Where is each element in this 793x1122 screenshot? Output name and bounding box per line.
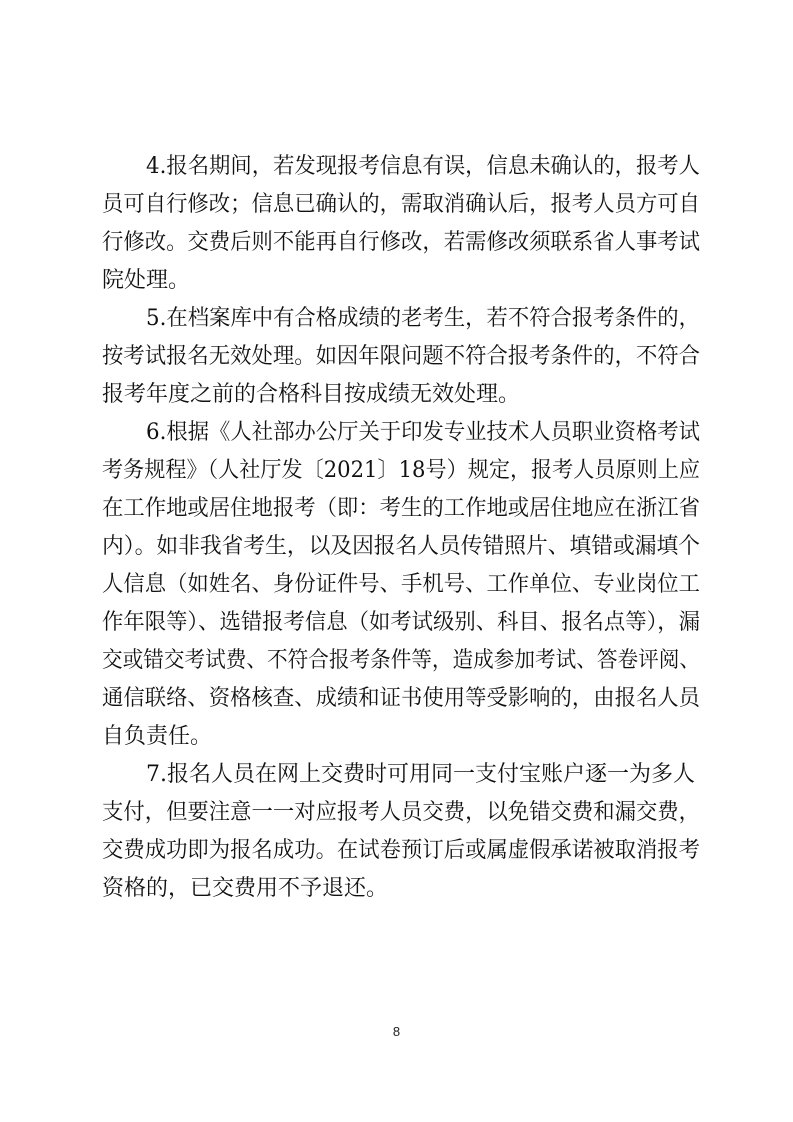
paragraph-5-line-3 [0, 375, 793, 415]
paragraph-7-text: 7.报名人员在网上交费时可用同一支付宝账户逐一为多人 [146, 762, 695, 787]
paragraph-6-text: 作年限等）、选错报考信息（如考试级别、科目、报名点等），漏 [102, 610, 701, 635]
paragraph-4-line-3 [0, 223, 793, 263]
paragraph-6-line-8 [0, 679, 793, 719]
paragraph-6-text: 在工作地或居住地报考（即：考生的工作地或居住地应在浙江省 [102, 496, 701, 521]
paragraph-6-line-5 [0, 565, 793, 605]
paragraph-6-line-7 [0, 641, 793, 681]
paragraph-6-text: 通信联络、资格核查、成绩和证书使用等受影响的，由报名人员 [102, 686, 701, 711]
page-number: 8 [392, 1024, 401, 1039]
paragraph-5-text: 按考试报名无效处理。如因年限问题不符合报考条件的，不符合 [102, 344, 701, 369]
paragraph-5-text: 报考年度之前的合格科目按成绩无效处理。 [102, 382, 521, 407]
paragraph-7-text: 交费成功即为报名成功。在试卷预订后或属虚假承诺被取消报考 [102, 838, 701, 863]
paragraph-6-text: 6.根据《人社部办公厅关于印发专业技术人员职业资格考试 [146, 420, 700, 445]
paragraph-6-text: 考务规程》（人社厅发〔2021〕18号）规定，报考人员原则上应 [102, 458, 701, 483]
paragraph-6-text: 交或错交考试费、不符合报考条件等，造成参加考试、答卷评阅、 [102, 648, 701, 673]
paragraph-4-text: 院处理。 [102, 268, 191, 293]
paragraph-5-line-1 [0, 299, 793, 339]
paragraph-6-line-3 [0, 489, 793, 529]
paragraph-6-line-1 [0, 413, 793, 453]
paragraph-6-line-2 [0, 451, 793, 491]
paragraph-4-text: 员可自行修改；信息已确认的，需取消确认后，报考人员方可自 [102, 192, 701, 217]
paragraph-6-text: 人信息（如姓名、身份证件号、手机号、工作单位、专业岗位工 [102, 572, 701, 597]
paragraph-4-line-1 [0, 147, 793, 187]
paragraph-7-line-3 [0, 831, 793, 871]
paragraph-7-line-1 [0, 755, 793, 795]
paragraph-6-line-4 [0, 527, 793, 567]
paragraph-6-text: 内）。如非我省考生，以及因报名人员传错照片、填错或漏填个 [102, 534, 700, 559]
paragraph-4-text: 4.报名期间，若发现报考信息有误，信息未确认的，报考人 [146, 154, 700, 179]
paragraph-4-line-2 [0, 185, 793, 225]
paragraph-4-text: 行修改。交费后则不能再自行修改，若需修改须联系省人事考试 [102, 230, 701, 255]
paragraph-6-line-9 [0, 717, 793, 757]
paragraph-6-line-6 [0, 603, 793, 643]
paragraph-7-line-2 [0, 793, 793, 833]
paragraph-5-text: 5.在档案库中有合格成绩的老考生，若不符合报考条件的， [146, 306, 700, 331]
paragraph-7-text: 资格的，已交费用不予退还。 [102, 876, 389, 901]
paragraph-7-line-4 [0, 869, 793, 909]
paragraph-5-line-2 [0, 337, 793, 377]
paragraph-7-text: 支付，但要注意一一对应报考人员交费，以免错交费和漏交费， [102, 800, 701, 825]
paragraph-4-line-4 [0, 261, 793, 301]
paragraph-6-text: 自负责任。 [102, 724, 213, 749]
